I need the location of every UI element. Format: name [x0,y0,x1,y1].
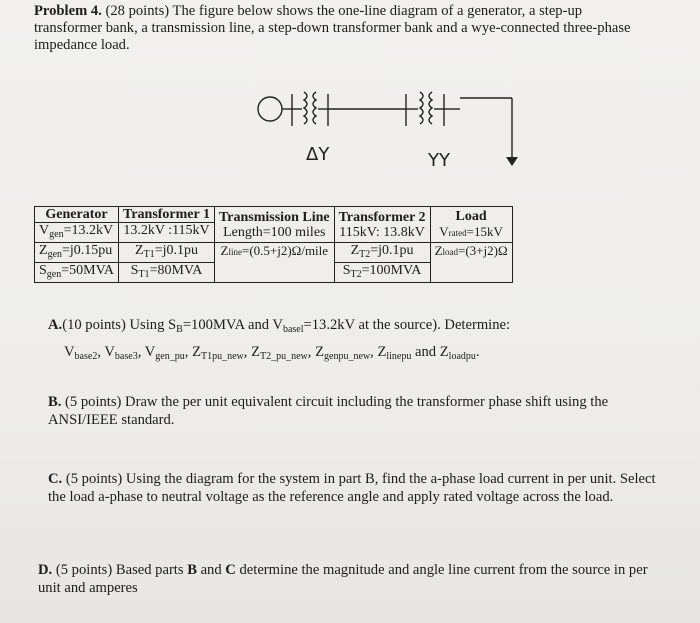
part-c-text: (5 points) Using the diagram for the system in part B, find the a-phase load current in per unit. Select the load a-phase to neutral voltage as the reference angle and apply rated voltage across the load. [48,471,656,505]
part-a [38,316,668,366]
part-b-text: (5 points) Draw the per unit equivalent circuit including the transformer phase shift using the ANSI/IEEE standard. [48,394,609,428]
part-a-list: $V_{base2}$, $V_{base3}$, $V_{gen\_pu}$, $Z_{T1pu\_new}$, $Z_{T2\_pu\_new}$, $Z_{genpu\_new}$, $Z_{linepu}$ and $Z_{loadpu}$. [64,344,480,362]
part-c-label: C. [48,471,63,487]
transformer2-header: Transformer 2 [338,209,426,225]
part-c [48,470,668,506]
problem-statement [34,3,634,54]
load-rated-voltage: Vrated=15kV [439,223,503,239]
load-impedance: Zload=(3+j2)Ω [430,243,512,283]
z-loadpu: $Z_{loadpu}$. [439,344,480,362]
part-a-label: A. [48,317,63,333]
load-header: Load [455,208,487,224]
part-d: D. (5 points) Based parts B and C determine the magnitude and angle line current from the source in per unit and amperes [38,562,648,596]
transformer2-ratio: 115kV: 13.8kV [339,224,425,240]
transformer2-impedance: $Z_{T2}=j0.1pu$ [334,243,430,263]
generator-impedance: $Z_{gen}=j0.15pu$ [35,243,119,263]
transformer1-rating: $S_{T1}=80MVA$ [119,263,215,283]
transformer-2-symbol [420,92,432,124]
problem-label: Problem 4. [34,3,102,19]
one-line-diagram [228,82,528,182]
part-b-label: B. [48,394,62,410]
v-gen-pu: $V_{gen\_pu}$, [144,344,189,362]
transformer2-rating: $S_{T2}=100MVA$ [334,263,430,283]
line-length: Length=100 miles [223,224,326,240]
line-header: Transmission Line [218,209,330,225]
v-base2: $V_{base2}$, [64,344,101,362]
load-cell [430,207,512,243]
load-arrow-icon [506,157,518,166]
transformer1-impedance: $Z_{T1}=j0.1pu$ [119,243,215,263]
generator-symbol [258,97,282,121]
transformer1-ratio: 13.2kV :115kV [119,223,215,243]
z-linepu: $Z_{linepu}$ [377,344,412,362]
v-base3: $V_{base3}$, [104,344,142,362]
z-genpu-new: $Z_{genpu\_new}$, [315,344,374,362]
part-b [48,393,668,429]
generator-voltage: $V_{gen}=13.2kV$ [35,223,119,243]
t2-connection-label: YY [428,150,450,171]
problem-points: (28 points) [105,3,170,19]
parameters-table [34,206,513,283]
z-t1pu-new: $Z_{T1pu\_new}$, [192,344,248,362]
line-cell [214,207,334,243]
part-d-label: D. [38,562,53,578]
z-t2-pu-new: $Z_{T2\_pu\_new}$, [251,344,312,362]
problem-text: The figure below shows the one-line diagram of a generator, a step-up transformer bank, a transmission line, a step-down transformer bank and a wye-connected three-phase impedance load. [34,3,631,53]
generator-header: Generator [35,207,119,223]
transformer-1-symbol [304,92,316,124]
generator-rating: $S_{gen}=50MVA$ [35,263,119,283]
part-a-line1: A.(10 points) Using $S_B=100MVA$ and $V_{basel}=13.2kV$ at the source). Determine: [48,317,511,335]
transformer1-header: Transformer 1 [119,207,215,223]
transformer2-cell [334,207,430,243]
t1-connection-label: ΔY [306,144,330,165]
line-impedance: Zline=(0.5+j2)Ω/mile [214,243,334,283]
